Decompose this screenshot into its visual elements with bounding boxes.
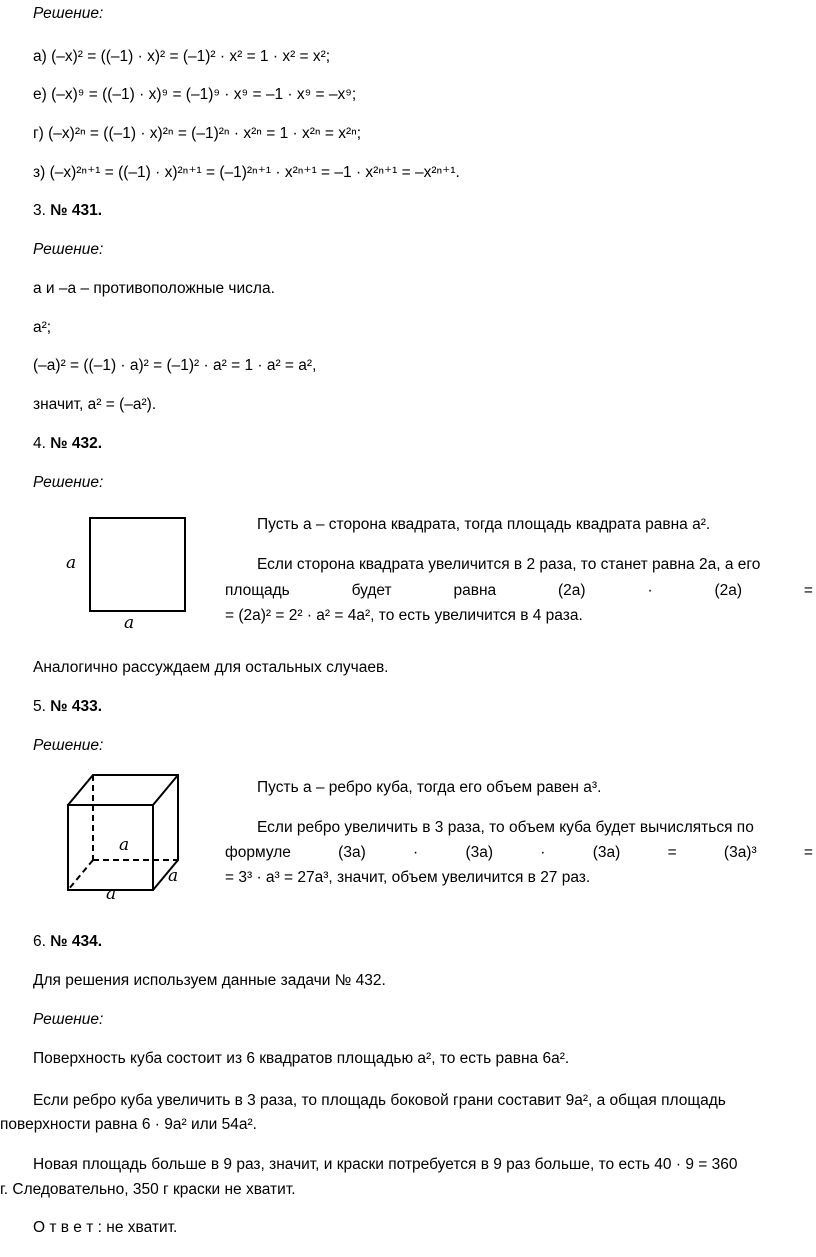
p434-intro: Для решения используем данные задачи № 432. [33,972,386,989]
cube-hidden-edges [68,775,178,890]
solution-label: Решение: [33,241,104,258]
p433-line1: Пусть a – ребро куба, тогда его объем равен a³. [257,779,602,796]
cube-edge-label-inner: a [119,835,130,855]
square-side-label-bottom: a [124,613,135,633]
answer-line: О т в е т : не хватит. [33,1219,178,1236]
cube-edge-label-side: a [168,866,179,886]
p431-line1: a и –a – противоположные числа. [33,280,275,297]
p434-line2a: Если ребро куба увеличить в 3 раза, то площадь боковой грани составит 9a², а общая площадь [33,1092,726,1109]
answer-text: не хватит. [106,1219,178,1236]
cube-diagram [60,770,210,905]
p433-line4: = 3³ · a³ = 27a³, значит, объем увеличится в 27 раз. [225,869,591,886]
p434-line2b: поверхности равна 6 · 9a² или 54a². [0,1116,257,1133]
solution-label: Решение: [33,1011,104,1028]
problem-431-heading: 3. № 431. [33,202,103,219]
p432-line2: Если сторона квадрата увеличится в 2 раза, то станет равна 2a, а его [257,556,761,573]
p431-line4: значит, a² = (–a²). [33,396,157,413]
answer-label: О т в е т [33,1219,94,1236]
p432-line4: = (2a)² = 2² · a² = 4a², то есть увеличится в 4 раза. [225,607,583,624]
solution-label: Решение: [33,474,104,491]
square-shape [90,518,185,611]
square-diagram [60,505,210,635]
p434-line1: Поверхность куба состоит из 6 квадратов площадью a², то есть равна 6a². [33,1050,570,1067]
equation-z: з) (–x)²ⁿ⁺¹ = ((–1) · x)²ⁿ⁺¹ = (–1)²ⁿ⁺¹ · x²ⁿ⁺¹ = –1 · x²ⁿ⁺¹ = –x²ⁿ⁺¹. [33,164,460,181]
equation-e: е) (–x)⁹ = ((–1) · x)⁹ = (–1)⁹ · x⁹ = –1 · x⁹ = –x⁹; [33,86,357,103]
equation-a: а) (–x)² = ((–1) · x)² = (–1)² · x² = 1 · x² = x²; [33,48,331,65]
square-side-label-left: a [66,553,77,573]
p433-line3: формуле (3a) · (3a) · (3a) = (3a)³ = [225,844,813,861]
p431-line3: (–a)² = ((–1) · a)² = (–1)² · a² = 1 · a² = a², [33,357,317,374]
problem-432-heading: 4. № 432. [33,435,103,452]
problem-434-heading: 6. № 434. [33,933,103,950]
cube-edge-label-bottom: a [106,884,117,904]
p433-line2: Если ребро увеличить в 3 раза, то объем куба будет вычисляться по [257,819,754,836]
problem-433-heading: 5. № 433. [33,698,103,715]
cube-back-edges [68,775,178,890]
p432-after: Аналогично рассуждаем для остальных случаев. [33,659,389,676]
equation-g: г) (–x)²ⁿ = ((–1) · x)²ⁿ = (–1)²ⁿ · x²ⁿ = 1 · x²ⁿ = x²ⁿ; [33,125,362,142]
p434-line3a: Новая площадь больше в 9 раз, значит, и краски потребуется в 9 раз больше, то есть 40 · 9 = 360 [33,1156,738,1173]
p431-line2: a²; [33,319,52,336]
solution-label: Решение: [33,5,104,22]
p432-line1: Пусть a – сторона квадрата, тогда площадь квадрата равна a². [257,516,711,533]
solution-label: Решение: [33,737,104,754]
cube-front-face [68,805,153,890]
p432-line3: площадь будет равна (2a) · (2a) = [225,582,813,599]
p434-line3b: г. Следовательно, 350 г краски не хватит. [0,1181,296,1198]
